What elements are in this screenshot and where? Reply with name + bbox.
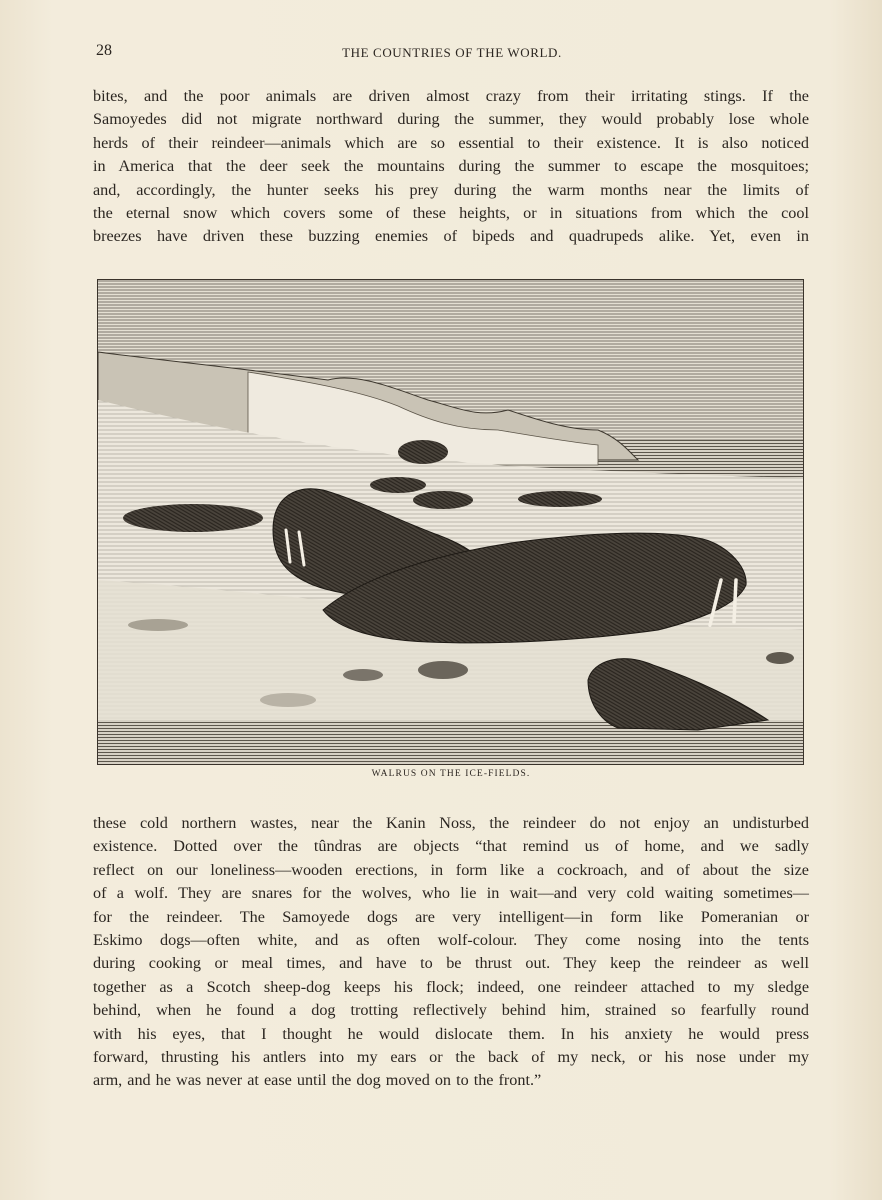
text-line: in America that the deer seek the mountains during the summer to escape the mosquitoes; [93, 157, 809, 176]
running-header [96, 42, 808, 64]
text-line: the eternal snow which covers some of these heights, or in situations from which the cool [93, 204, 809, 223]
text-line: for the reindeer. The Samoyede dogs are very intelligent—in form like Pomeranian or [93, 907, 809, 926]
text-line: these cold northern wastes, near the Kanin Noss, the reindeer do not enjoy an undisturbed [93, 814, 809, 832]
text-line: and, accordingly, the hunter seeks his prey during the warm months near the limits of [93, 180, 809, 199]
figure-caption: WALRUS ON THE ICE-FIELDS. [371, 769, 531, 779]
text-line: herds of their reindeer—animals which are so essential to their existence. It is also noticed [93, 133, 809, 152]
text-line: behind, when he found a dog trotting reflectively behind him, strained so fearfully round [93, 1001, 809, 1020]
text-line: with his eyes, that I thought he would dislocate them. In his anxiety he would press [93, 1024, 809, 1043]
text-line: of a wolf. They are snares for the wolves, who lie in wait—and very cold waiting sometimes— [93, 884, 809, 903]
text-line: bites, and the poor animals are driven almost crazy from their irritating stings. If the [93, 87, 809, 105]
text-line: during cooking or meal times, and have to be thrust out. They keep the reindeer as well [93, 954, 809, 973]
running-title: THE COUNTRIES OF THE WORLD. [342, 45, 562, 60]
walrus-engraving [97, 279, 804, 765]
text-line: breezes have driven these buzzing enemies of bipeds and quadrupeds alike. Yet, even in [93, 227, 809, 246]
text-line: reflect on our loneliness—wooden erections, in form like a cockroach, and of about the size [93, 860, 809, 879]
page-number: 28 [96, 42, 112, 59]
paragraph-top [93, 85, 809, 249]
text-line: together as a Scotch sheep-dog keeps his flock; indeed, one reindeer attached to my sledge [93, 977, 809, 996]
text-line: Samoyedes did not migrate northward during the summer, they would probably lose whole [93, 110, 809, 129]
paragraph-bottom [93, 812, 809, 1093]
engraving-illustration [98, 280, 803, 764]
text-line: existence. Dotted over the tûndras are objects “that remind us of home, and we sadly [93, 837, 809, 856]
text-line: Eskimo dogs—often white, and as often wolf-colour. They come nosing into the tents [93, 931, 809, 950]
text-line: arm, and he was never at ease until the dog moved on to the front.” [93, 1071, 542, 1090]
text-line: forward, thrusting his antlers into my ears or the back of my neck, or his nose under my [93, 1048, 809, 1067]
